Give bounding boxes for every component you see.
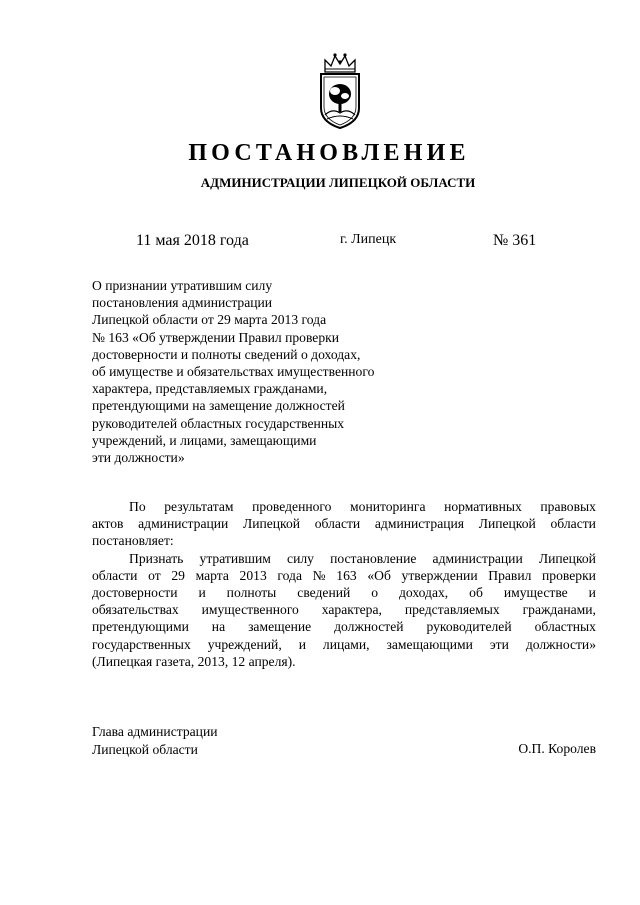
body-line [92, 550, 596, 567]
word: 163 [336, 567, 357, 583]
heading-line: эти должности» [92, 450, 185, 466]
word: Липецкой [478, 516, 536, 532]
word: на [211, 619, 226, 635]
heading-line: достоверности и полноты сведений о доходах, [92, 346, 361, 362]
body-line [92, 618, 596, 635]
word: имущественного [201, 602, 299, 618]
heading-line: претендующими на замещение должностей [92, 398, 345, 414]
word: должностей [334, 619, 404, 635]
word: учреждений, [207, 636, 282, 652]
document-subtitle: АДМИНИСТРАЦИИ ЛИПЕЦКОЙ ОБЛАСТИ [200, 175, 476, 190]
heading-line: О признании утратившим силу [92, 278, 273, 293]
body-line [92, 584, 596, 601]
word: областных [534, 619, 596, 635]
word: Липецкой [538, 550, 596, 566]
word: постановление [330, 550, 417, 566]
word: сведений [297, 585, 351, 601]
word: замещающими [386, 636, 473, 652]
word: и [198, 585, 206, 601]
heading-line: об имуществе и обязательствах имущественного [92, 364, 375, 380]
body-line [92, 636, 596, 653]
signatory-position: Глава администрации [92, 724, 218, 739]
word: о [371, 585, 379, 601]
word: администрации [432, 550, 523, 566]
word: результатам [164, 499, 234, 514]
word: администрация [374, 516, 465, 532]
word: замещение [248, 619, 312, 635]
word: администрации [138, 516, 229, 532]
word: государственных [92, 636, 191, 652]
word: нормативных [444, 499, 522, 514]
word: Правил [488, 567, 532, 583]
word: силу [287, 550, 314, 566]
heading-line: постановления администрации [92, 295, 273, 311]
word: достоверности [92, 585, 178, 601]
word: По [129, 499, 146, 514]
signatory-name: О.П. Королев [518, 740, 596, 756]
document-title: ПОСТАНОВЛЕНИЕ [188, 140, 470, 166]
body-line: (Липецкая газета, 2013, 12 апреля). [92, 653, 296, 669]
document-date: 11 мая 2018 года [136, 232, 249, 249]
word: об [469, 585, 483, 601]
word: полноты [226, 585, 277, 601]
word: мониторинга [350, 499, 426, 514]
heading-line: руководителей областных государственных [92, 415, 345, 431]
document-number: № 361 [493, 232, 537, 249]
word: области [314, 516, 361, 532]
word: утратившим [199, 550, 271, 566]
word: доходах, [399, 585, 449, 601]
word: гражданами, [522, 602, 596, 618]
document-city: г. Липецк [340, 232, 397, 247]
heading-line: Липецкой области от 29 марта 2013 года [92, 312, 327, 328]
heading-line: № 163 «Об утверждении Правил проверки [92, 329, 339, 345]
word: должности» [525, 636, 596, 652]
coat-of-arms-icon [315, 50, 365, 130]
body-line [92, 515, 596, 532]
word: области [92, 567, 138, 583]
document-body [92, 498, 596, 670]
signatory-region: Липецкой области [92, 741, 198, 757]
word: проведенного [252, 499, 332, 514]
word: представляемых [404, 602, 500, 618]
word: области [550, 516, 596, 532]
word: от [148, 567, 161, 583]
word: актов [92, 516, 124, 532]
body-line [92, 567, 596, 584]
word: эти [489, 636, 509, 652]
word: утверждении [401, 567, 478, 583]
word: и [588, 585, 596, 601]
document-heading [92, 277, 432, 466]
word: 2013 [239, 567, 267, 583]
word: марта [195, 567, 229, 583]
word: имуществе [503, 585, 568, 601]
heading-line: учреждений, и лицами, замещающими [92, 432, 317, 448]
word: года [277, 567, 302, 583]
word: претендующими [92, 619, 189, 635]
heading-line: характера, представляемых гражданами, [92, 381, 328, 397]
word: и [298, 636, 306, 652]
word: № [312, 567, 326, 583]
word: «Об [367, 567, 391, 583]
word: Признать [129, 550, 184, 566]
word: характера, [321, 602, 382, 618]
word: проверки [542, 567, 596, 583]
word: обязательствах [92, 602, 179, 618]
body-line [92, 601, 596, 618]
body-line [92, 498, 596, 515]
signature-block [92, 723, 596, 758]
word: 29 [171, 567, 185, 583]
word: Липецкой [242, 516, 301, 532]
body-line: постановляет: [92, 533, 174, 549]
word: руководителей [426, 619, 512, 635]
word: лицами, [322, 636, 370, 652]
word: правовых [540, 499, 596, 514]
